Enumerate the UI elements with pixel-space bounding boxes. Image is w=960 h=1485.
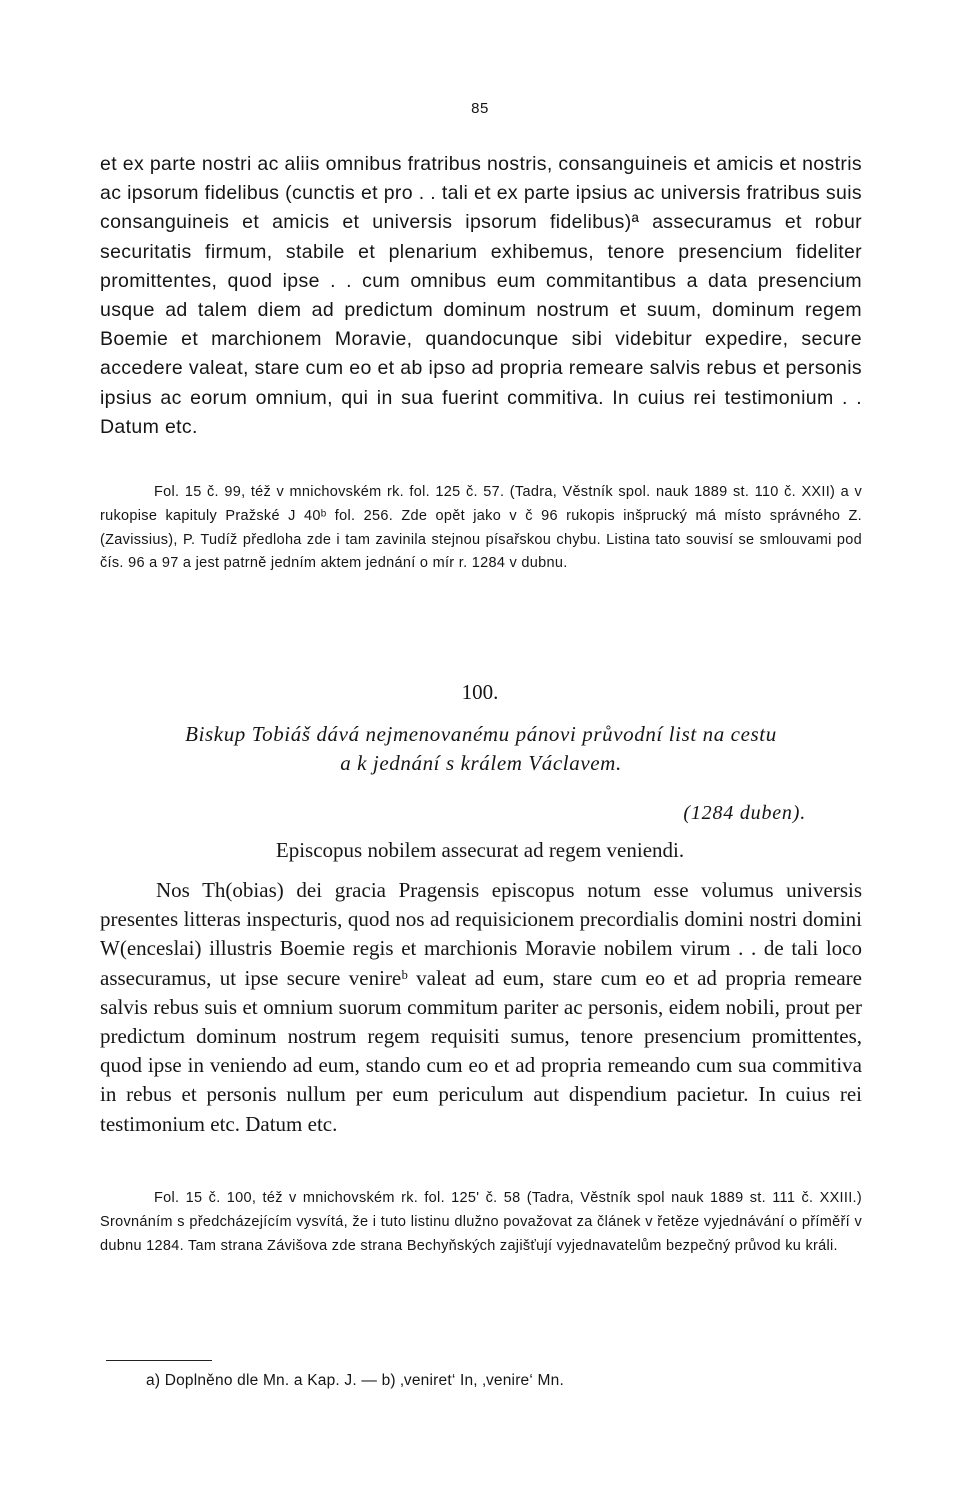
editorial-note-100 [100,1187,862,1258]
footnote-divider [106,1360,212,1361]
document-date: (1284 duben). [683,802,806,824]
document-number: 100. [461,680,499,704]
editorial-note-text: Fol. 15 č. 99, též v mnichovském rk. fol. 125 č. 57. (Tadra, Věstník spol. nauk 1889 st. 110 č. XXII) a v rukopise kapituly Pražské J 40ᵇ fol. 256. Zde opět jako v č 96 rukopis inšprucký má místo správného Z. (Zavissius), P. Tudíž předloha zde i tam zavinila stejnou písařskou chybu. Listina tato souvisí se smlouvami pod čís. 96 a 97 a jest patrně jedním aktem jednání o mír r. 1284 v dubnu. [100,484,862,572]
charter-text [100,876,862,1139]
continuation-paragraph [100,150,862,442]
footnotes: a) Doplněno dle Mn. a Kap. J. — b) ‚veniret‘ In, ‚venire‘ Mn. [146,1372,564,1389]
editorial-note-99 [100,481,862,576]
document-title-line-1: Biskup Tobiáš dává nejmenovanému pánovi průvodní list na cestu [185,722,777,746]
document-title [100,720,862,778]
document-title-line-2: a k jednání s králem Václavem. [340,751,622,775]
document-summary: Episcopus nobilem assecurat ad regem veniendi. [275,838,685,862]
editorial-note-text: Fol. 15 č. 100, též v mnichovském rk. fol. 125' č. 58 (Tadra, Věstník spol nauk 1889 st. 111 č. XXIII.) Srovnáním s předcházejícím vysvítá, že i tuto listinu dlužno považovat za článek v řetěze vyjednávání o příměří v dubnu 1284. Tam strana Závišova zde strana Bechyňských zajišťují vyjednavatelům bezpečný průvod ku králi. [100,1190,862,1254]
page-number: 85 [471,100,489,117]
charter-paragraph: Nos Th(obias) dei gracia Pragensis episcopus notum esse volumus universis presentes litteras inspecturis, quod nos ad requisicionem precordialis domini nostri domini W(enceslai) illustris Boemie regis et marchionis Moravie nobilem virum . . de tali loco assecuramus, ut ipse secure venireᵇ valeat ad eum, stare cum eo et ad propria remeare salvis rebus suis et omnium suorum commitum pariter ac personis, eidem nobili, prout per predictum dominum nostrum regem requisiti sumus, tenore presencium promittentes, quod ipse in veniendo ad eum, stando cum eo et ad propria remeando cum sua commitiva in rebus et personis nullum per eum periculum aut dispendium pacietur. In cuius rei testimonium etc. Datum etc. [100,878,862,1136]
continuation-text: et ex parte nostri ac aliis omnibus fratribus nostris, consanguineis et amicis et nostris ac ipsorum fidelibus (cunctis et pro . . tali et ex parte ipsius ac universis fratribus suis consanguineis et amicis et universis ipsorum fidelibus)ª assecuramus et robur securitatis firmum, stabile et plenarium exhibemus, tenore presencium fideliter promittentes, quod ipse . . cum omnibus eum commitantibus a data presencium usque ad talem diem ad predictum dominum nostrum et suum, dominum regem Boemie et marchionem Moravie, quandocunque sibi videbitur expedire, secure accedere valeat, stare cum eo et ab ipso ad propria remeare salvis rebus et personis ipsius ac eorum omnium, qui in sua fuerint commitiva. In cuius rei testimonium . . Datum etc. [100,153,862,438]
